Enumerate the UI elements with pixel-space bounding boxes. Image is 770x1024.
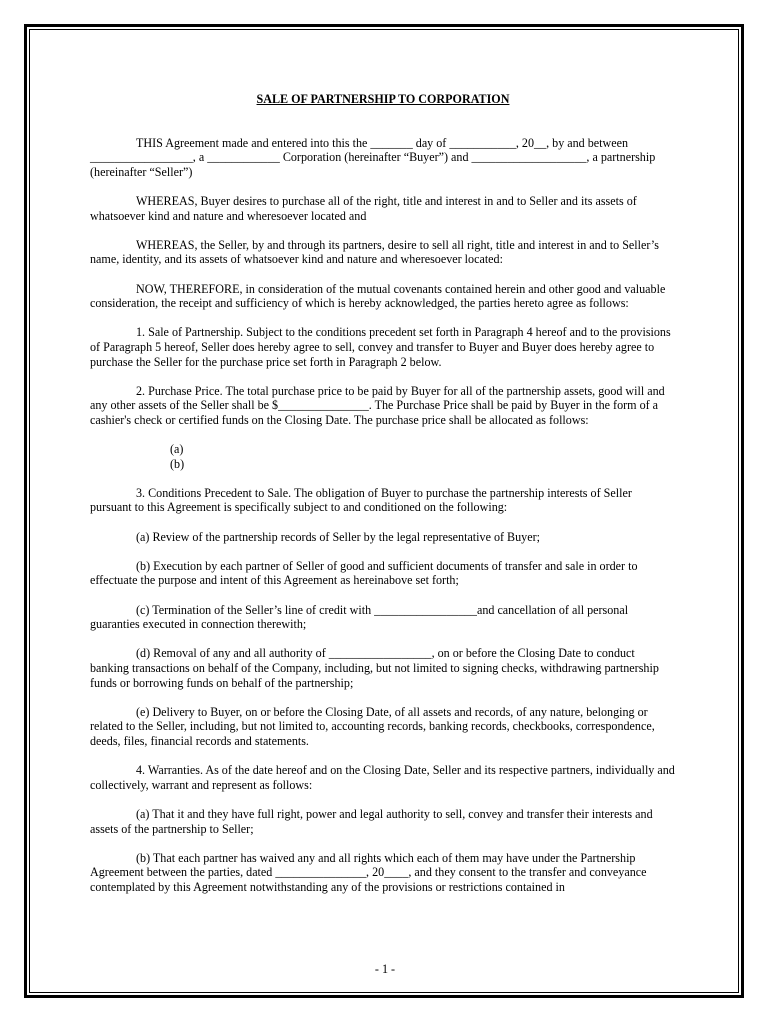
paragraph-conditions-precedent: 3. Conditions Precedent to Sale. The obligation of Buyer to purchase the partnership interests of Seller pursuant to this Agreement is specifically subject to and conditioned on the following: [90, 485, 632, 515]
paragraph-now-therefore: NOW, THEREFORE, in consideration of the mutual covenants contained herein and other good and valuable consideration, the receipt and sufficiency of which is hereby acknowledged, the parties hereto agree as follows: [90, 281, 666, 311]
paragraph-purchase-price: 2. Purchase Price. The total purchase price to be paid by Buyer for all of the partnership assets, good will and any other assets of the Seller shall be $_______________. The Purchase Price shall be paid by Buyer in the form of a cashier's check or certified funds on the Closing Date. The purchase price shall be allocated as follows: [90, 383, 665, 427]
page-number: - 1 - [374, 962, 396, 976]
condition-c: (c) Termination of the Seller’s line of credit with _________________and cancellation of all personal guaranties executed in connection therewith; [90, 602, 629, 632]
condition-a: (a) Review of the partnership records of Seller by the legal representative of Buyer; [136, 529, 540, 544]
condition-e: (e) Delivery to Buyer, on or before the Closing Date, of all assets and records, of any nature, belonging or related to the Seller, including, but not limited to, accounting records, banking records, checkbooks, correspondence, deeds, files, financial records and statements. [90, 704, 655, 748]
paragraph-sale-of-partnership: 1. Sale of Partnership. Subject to the conditions precedent set forth in Paragraph 4 hereof and to the provisions of Paragraph 5 hereof, Seller does hereby agree to sell, convey and transfer to Buyer and Buyer does hereby agree to purchase the Seller for the purchase price set forth in Paragraph 2 below. [90, 325, 671, 369]
document-body [90, 92, 676, 909]
paragraph-whereas-buyer: WHEREAS, Buyer desires to purchase all of the right, title and interest in and to Seller and its assets of whatsoever kind and nature and wheresoever located and [90, 193, 637, 223]
paragraph-whereas-seller: WHEREAS, the Seller, by and through its partners, desire to sell all right, title and interest in and to Seller’s name, identity, and its assets of whatsoever kind and nature and wheresoever located: [90, 237, 659, 267]
warranty-a: (a) That it and they have full right, power and legal authority to sell, convey and transfer their interests and assets of the partnership to Seller; [90, 806, 653, 836]
condition-d: (d) Removal of any and all authority of _________________, on or before the Closing Date to conduct banking transactions on behalf of the Company, including, but not limited to signing checks, withdrawing partnership funds or borrowing funds on behalf of the partnership; [90, 646, 659, 690]
document-title: SALE OF PARTNERSHIP TO CORPORATION [256, 92, 510, 106]
paragraph-preamble: THIS Agreement made and entered into this the _______ day of ___________, 20__, by and between _________________, a ____________ Corporation (hereinafter “Buyer”) and ___________________, a partnership (hereinafter “Seller”) [90, 135, 656, 179]
condition-b: (b) Execution by each partner of Seller of good and sufficient documents of transfer and sale in order to effectuate the purpose and intent of this Agreement as hereinabove set forth; [90, 558, 638, 588]
paragraph-warranties: 4. Warranties. As of the date hereof and on the Closing Date, Seller and its respective partners, individually and collectively, warrant and represent as follows: [90, 763, 675, 792]
allocation-item-b: (b) [170, 456, 185, 471]
warranty-b: (b) That each partner has waived any and all rights which each of them may have under the Partnership Agreement between the parties, dated _______________, 20____, and they consent to the transfer and conveyance contemplated by this Agreement notwithstanding any of the provisions or restrictions contained in [90, 850, 647, 894]
allocation-item-a: (a) [170, 442, 184, 457]
